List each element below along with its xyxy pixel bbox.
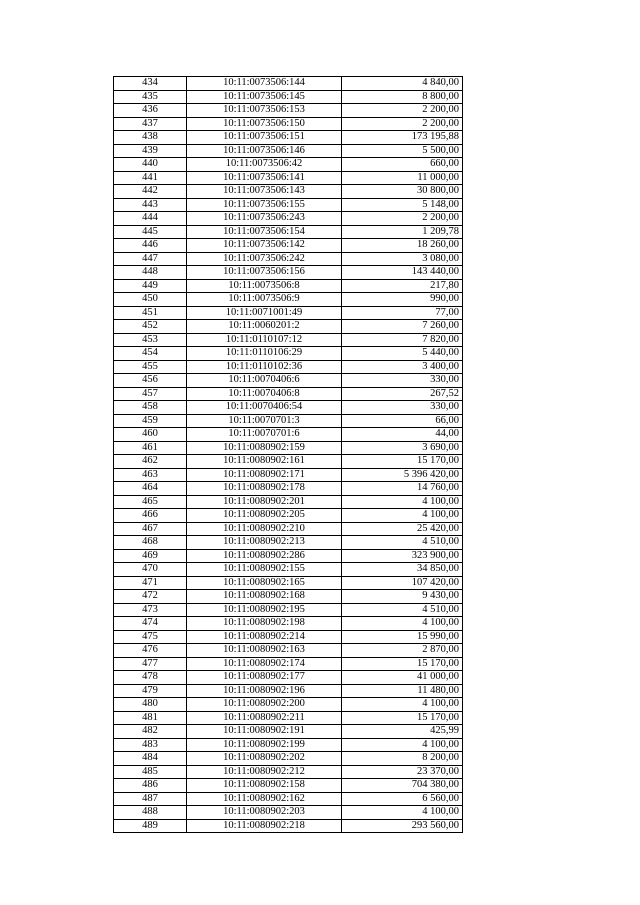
cadastral-number: 10:11:0073506:151 (187, 131, 342, 145)
table-row (114, 360, 463, 374)
amount: 77,00 (342, 306, 463, 320)
cadastral-number: 10:11:0080902:155 (187, 563, 342, 577)
table-row (114, 644, 463, 658)
table-row (114, 630, 463, 644)
cadastral-number: 10:11:0110107:12 (187, 333, 342, 347)
row-number: 472 (114, 590, 187, 604)
cadastral-number: 10:11:0073506:154 (187, 225, 342, 239)
row-number: 464 (114, 482, 187, 496)
row-number: 443 (114, 198, 187, 212)
amount: 2 200,00 (342, 212, 463, 226)
row-number: 451 (114, 306, 187, 320)
table-row (114, 752, 463, 766)
cadastral-number: 10:11:0073506:9 (187, 293, 342, 307)
row-number: 469 (114, 549, 187, 563)
amount: 11 480,00 (342, 684, 463, 698)
table-row (114, 90, 463, 104)
cadastral-number: 10:11:0110102:36 (187, 360, 342, 374)
row-number: 484 (114, 752, 187, 766)
row-number: 435 (114, 90, 187, 104)
cadastral-number: 10:11:0080902:163 (187, 644, 342, 658)
table-row (114, 549, 463, 563)
table-row (114, 414, 463, 428)
cadastral-number: 10:11:0080902:203 (187, 806, 342, 820)
amount: 15 170,00 (342, 455, 463, 469)
row-number: 460 (114, 428, 187, 442)
table-row (114, 252, 463, 266)
row-number: 489 (114, 819, 187, 833)
amount: 5 500,00 (342, 144, 463, 158)
row-number: 438 (114, 131, 187, 145)
table-row (114, 765, 463, 779)
cadastral-number: 10:11:0080902:218 (187, 819, 342, 833)
row-number: 444 (114, 212, 187, 226)
table-row (114, 320, 463, 334)
cadastral-table (113, 76, 463, 833)
amount: 15 990,00 (342, 630, 463, 644)
cadastral-number: 10:11:0080902:212 (187, 765, 342, 779)
amount: 23 370,00 (342, 765, 463, 779)
amount: 1 209,78 (342, 225, 463, 239)
cadastral-number: 10:11:0080902:165 (187, 576, 342, 590)
amount: 6 560,00 (342, 792, 463, 806)
cadastral-number: 10:11:0073506:142 (187, 239, 342, 253)
cadastral-number: 10:11:0073506:243 (187, 212, 342, 226)
cadastral-number: 10:11:0073506:8 (187, 279, 342, 293)
cadastral-number: 10:11:0080902:200 (187, 698, 342, 712)
cadastral-number: 10:11:0060201:2 (187, 320, 342, 334)
table-row (114, 617, 463, 631)
table-row (114, 198, 463, 212)
table-row (114, 293, 463, 307)
table-row (114, 333, 463, 347)
row-number: 480 (114, 698, 187, 712)
table-row (114, 698, 463, 712)
table-row (114, 266, 463, 280)
cadastral-number: 10:11:0080902:205 (187, 509, 342, 523)
amount: 4 100,00 (342, 698, 463, 712)
amount: 5 440,00 (342, 347, 463, 361)
cadastral-number: 10:11:0073506:156 (187, 266, 342, 280)
row-number: 470 (114, 563, 187, 577)
amount: 990,00 (342, 293, 463, 307)
cadastral-number: 10:11:0070701:6 (187, 428, 342, 442)
table-row (114, 171, 463, 185)
table-row (114, 792, 463, 806)
row-number: 466 (114, 509, 187, 523)
cadastral-number: 10:11:0073506:242 (187, 252, 342, 266)
cadastral-number: 10:11:0080902:196 (187, 684, 342, 698)
cadastral-number: 10:11:0080902:214 (187, 630, 342, 644)
row-number: 445 (114, 225, 187, 239)
table-row (114, 482, 463, 496)
table-row (114, 374, 463, 388)
cadastral-number: 10:11:0080902:168 (187, 590, 342, 604)
row-number: 467 (114, 522, 187, 536)
row-number: 453 (114, 333, 187, 347)
amount: 323 900,00 (342, 549, 463, 563)
table-row (114, 158, 463, 172)
row-number: 486 (114, 779, 187, 793)
row-number: 463 (114, 468, 187, 482)
amount: 8 200,00 (342, 752, 463, 766)
cadastral-number: 10:11:0070406:54 (187, 401, 342, 415)
cadastral-number: 10:11:0080902:211 (187, 711, 342, 725)
cadastral-number: 10:11:0080902:174 (187, 657, 342, 671)
row-number: 456 (114, 374, 187, 388)
table-row (114, 279, 463, 293)
amount: 2 870,00 (342, 644, 463, 658)
amount: 217,80 (342, 279, 463, 293)
table-row (114, 144, 463, 158)
amount: 143 440,00 (342, 266, 463, 280)
amount: 4 100,00 (342, 495, 463, 509)
row-number: 448 (114, 266, 187, 280)
cadastral-number: 10:11:0080902:162 (187, 792, 342, 806)
row-number: 462 (114, 455, 187, 469)
table-row (114, 401, 463, 415)
table-row (114, 104, 463, 118)
amount: 11 000,00 (342, 171, 463, 185)
cadastral-number: 10:11:0073506:144 (187, 77, 342, 91)
table-row (114, 117, 463, 131)
row-number: 447 (114, 252, 187, 266)
row-number: 434 (114, 77, 187, 91)
amount: 7 260,00 (342, 320, 463, 334)
amount: 173 195,88 (342, 131, 463, 145)
row-number: 473 (114, 603, 187, 617)
cadastral-number: 10:11:0080902:171 (187, 468, 342, 482)
row-number: 450 (114, 293, 187, 307)
row-number: 452 (114, 320, 187, 334)
table-row (114, 522, 463, 536)
row-number: 461 (114, 441, 187, 455)
amount: 3 080,00 (342, 252, 463, 266)
amount: 4 510,00 (342, 536, 463, 550)
cadastral-number: 10:11:0073506:141 (187, 171, 342, 185)
amount: 4 510,00 (342, 603, 463, 617)
cadastral-number: 10:11:0073506:143 (187, 185, 342, 199)
table-row (114, 495, 463, 509)
amount: 4 840,00 (342, 77, 463, 91)
row-number: 474 (114, 617, 187, 631)
amount: 5 396 420,00 (342, 468, 463, 482)
amount: 4 100,00 (342, 806, 463, 820)
cadastral-number: 10:11:0110106:29 (187, 347, 342, 361)
table-row (114, 738, 463, 752)
table-row (114, 563, 463, 577)
amount: 4 100,00 (342, 738, 463, 752)
cadastral-number: 10:11:0073506:153 (187, 104, 342, 118)
amount: 2 200,00 (342, 104, 463, 118)
row-number: 487 (114, 792, 187, 806)
row-number: 478 (114, 671, 187, 685)
table-row (114, 779, 463, 793)
cadastral-number: 10:11:0080902:199 (187, 738, 342, 752)
amount: 660,00 (342, 158, 463, 172)
row-number: 454 (114, 347, 187, 361)
table-row (114, 671, 463, 685)
row-number: 442 (114, 185, 187, 199)
table-row (114, 225, 463, 239)
table-row (114, 603, 463, 617)
table-row (114, 239, 463, 253)
amount: 7 820,00 (342, 333, 463, 347)
row-number: 468 (114, 536, 187, 550)
amount: 66,00 (342, 414, 463, 428)
amount: 267,52 (342, 387, 463, 401)
table-row (114, 590, 463, 604)
row-number: 449 (114, 279, 187, 293)
amount: 5 148,00 (342, 198, 463, 212)
row-number: 471 (114, 576, 187, 590)
table-row (114, 684, 463, 698)
amount: 4 100,00 (342, 509, 463, 523)
table-row (114, 806, 463, 820)
row-number: 437 (114, 117, 187, 131)
cadastral-number: 10:11:0080902:191 (187, 725, 342, 739)
table-row (114, 347, 463, 361)
row-number: 485 (114, 765, 187, 779)
cadastral-number: 10:11:0080902:159 (187, 441, 342, 455)
table-row (114, 725, 463, 739)
table-row (114, 77, 463, 91)
amount: 2 200,00 (342, 117, 463, 131)
cadastral-number: 10:11:0073506:155 (187, 198, 342, 212)
row-number: 477 (114, 657, 187, 671)
amount: 34 850,00 (342, 563, 463, 577)
cadastral-number: 10:11:0080902:198 (187, 617, 342, 631)
amount: 8 800,00 (342, 90, 463, 104)
row-number: 458 (114, 401, 187, 415)
table-row (114, 387, 463, 401)
cadastral-number: 10:11:0080902:195 (187, 603, 342, 617)
amount: 3 400,00 (342, 360, 463, 374)
cadastral-number: 10:11:0080902:158 (187, 779, 342, 793)
row-number: 455 (114, 360, 187, 374)
row-number: 476 (114, 644, 187, 658)
cadastral-number: 10:11:0070406:6 (187, 374, 342, 388)
amount: 30 800,00 (342, 185, 463, 199)
row-number: 488 (114, 806, 187, 820)
row-number: 479 (114, 684, 187, 698)
table-row (114, 576, 463, 590)
row-number: 436 (114, 104, 187, 118)
cadastral-number: 10:11:0080902:178 (187, 482, 342, 496)
row-number: 440 (114, 158, 187, 172)
cadastral-number: 10:11:0073506:145 (187, 90, 342, 104)
row-number: 475 (114, 630, 187, 644)
cadastral-number: 10:11:0073506:150 (187, 117, 342, 131)
table-row (114, 819, 463, 833)
table-row (114, 428, 463, 442)
cadastral-number: 10:11:0070701:3 (187, 414, 342, 428)
cadastral-number: 10:11:0073506:146 (187, 144, 342, 158)
table-row (114, 711, 463, 725)
amount: 107 420,00 (342, 576, 463, 590)
amount: 15 170,00 (342, 711, 463, 725)
row-number: 483 (114, 738, 187, 752)
amount: 4 100,00 (342, 617, 463, 631)
table-row (114, 131, 463, 145)
table-row (114, 441, 463, 455)
amount: 41 000,00 (342, 671, 463, 685)
cadastral-number: 10:11:0080902:213 (187, 536, 342, 550)
cadastral-number: 10:11:0080902:210 (187, 522, 342, 536)
amount: 704 380,00 (342, 779, 463, 793)
table-row (114, 185, 463, 199)
row-number: 441 (114, 171, 187, 185)
amount: 18 260,00 (342, 239, 463, 253)
cadastral-number: 10:11:0080902:201 (187, 495, 342, 509)
table-row (114, 536, 463, 550)
cadastral-number: 10:11:0070406:8 (187, 387, 342, 401)
amount: 330,00 (342, 401, 463, 415)
cadastral-number: 10:11:0080902:202 (187, 752, 342, 766)
cadastral-number: 10:11:0080902:161 (187, 455, 342, 469)
row-number: 457 (114, 387, 187, 401)
table-row (114, 468, 463, 482)
amount: 3 690,00 (342, 441, 463, 455)
row-number: 482 (114, 725, 187, 739)
table-body (114, 77, 463, 833)
cadastral-number: 10:11:0073506:42 (187, 158, 342, 172)
row-number: 459 (114, 414, 187, 428)
cadastral-number: 10:11:0080902:177 (187, 671, 342, 685)
row-number: 446 (114, 239, 187, 253)
table-row (114, 212, 463, 226)
table-row (114, 657, 463, 671)
table-row (114, 306, 463, 320)
amount: 9 430,00 (342, 590, 463, 604)
cadastral-number: 10:11:0071001:49 (187, 306, 342, 320)
cadastral-number: 10:11:0080902:286 (187, 549, 342, 563)
amount: 44,00 (342, 428, 463, 442)
table-row (114, 509, 463, 523)
amount: 330,00 (342, 374, 463, 388)
row-number: 481 (114, 711, 187, 725)
amount: 425,99 (342, 725, 463, 739)
amount: 14 760,00 (342, 482, 463, 496)
row-number: 465 (114, 495, 187, 509)
amount: 15 170,00 (342, 657, 463, 671)
amount: 25 420,00 (342, 522, 463, 536)
amount: 293 560,00 (342, 819, 463, 833)
table-row (114, 455, 463, 469)
row-number: 439 (114, 144, 187, 158)
